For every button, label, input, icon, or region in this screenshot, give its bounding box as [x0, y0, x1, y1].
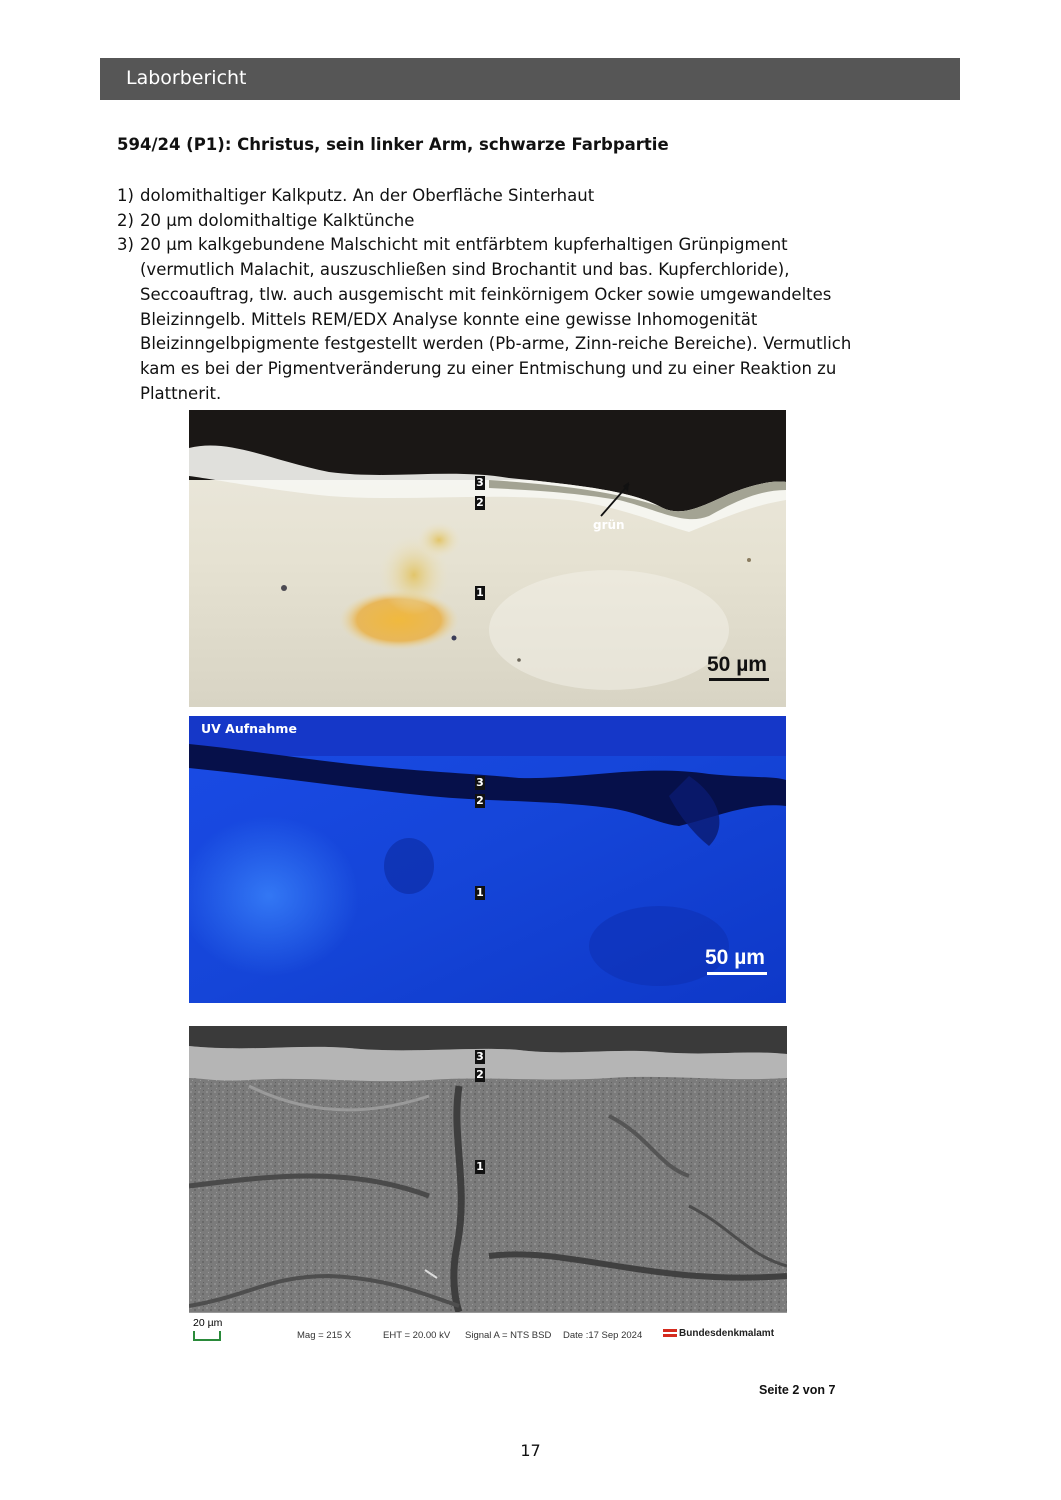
layer-label-1: 1	[476, 586, 484, 599]
layer-number: 2)	[117, 210, 134, 230]
layer-label-3: 3	[476, 776, 484, 789]
layer-label-2: 2	[476, 496, 484, 509]
layer-item	[117, 184, 877, 209]
sem-logo-text: Bundesdenkmalamt	[679, 1328, 775, 1339]
layer-item	[117, 209, 877, 234]
green-pigment-label: grün	[593, 518, 625, 532]
sem-info-bar	[189, 1312, 787, 1346]
scale-bar	[709, 678, 769, 681]
layer-description: dolomithaltiger Kalkputz. An der Oberfläche Sinterhaut	[140, 186, 595, 205]
scale-bar	[707, 972, 767, 975]
sem-scale-bar	[193, 1331, 221, 1341]
layer-label-3: 3	[476, 476, 484, 489]
layer-label-2: 2	[476, 794, 484, 807]
layer-label-1: 1	[476, 886, 484, 899]
layer-label-1: 1	[476, 1160, 484, 1173]
visible-light-micrograph	[189, 410, 786, 707]
layer-label-3: 3	[476, 1050, 484, 1063]
layer-label-2: 2	[476, 1068, 484, 1081]
sample-title: 594/24 (P1): Christus, sein linker Arm, schwarze Farbpartie	[117, 135, 669, 154]
page-number: 17	[520, 1441, 541, 1460]
layer-number: 1)	[117, 186, 134, 205]
report-header-title: Laborbericht	[126, 67, 247, 89]
layer-item	[117, 233, 877, 406]
sem-eht: EHT = 20.00 kV	[383, 1330, 451, 1341]
layer-description: 20 µm dolomithaltige Kalktünche	[140, 210, 415, 230]
sem-signal: Signal A = NTS BSD	[465, 1330, 552, 1341]
austrian-flag-logo	[663, 1329, 677, 1337]
layer-number: 3)	[117, 235, 134, 255]
layer-description: 20 µm kalkgebundene Malschicht mit entfärbtem kupferhaltigen Grünpigment (vermutlich Malachit, auszuschließen sind Brochantit und bas. Kupferchloride), Seccoauftrag, tlw. auch ausgemischt mit feinkörnigem Ocker sowie umgewandeltes Bleizinngelb. Mittels REM/EDX Analyse konnte eine gewisse Inhomogenität Bleizinngelbpigmente festgestellt werden (Pb-arme, Zinn-reiche Bereiche). Vermutlich kam es bei der Pigmentveränderung zu einer Entmischung und zu einer Reaktion zu Plattnerit.	[140, 235, 852, 403]
scale-bar-label: 50 µm	[707, 653, 767, 676]
scale-bar-label: 50 µm	[705, 946, 765, 969]
sem-date: Date :17 Sep 2024	[563, 1330, 643, 1341]
sem-scale-label: 20 µm	[193, 1317, 223, 1329]
uv-caption: UV Aufnahme	[201, 721, 297, 736]
uv-micrograph	[189, 716, 786, 1003]
sem-micrograph	[189, 1026, 787, 1346]
report-header	[100, 58, 960, 100]
sem-magnification: Mag = 215 X	[297, 1330, 352, 1341]
page-counter: Seite 2 von 7	[759, 1383, 836, 1397]
annotation-arrow	[599, 480, 639, 520]
layer-list	[117, 184, 877, 406]
